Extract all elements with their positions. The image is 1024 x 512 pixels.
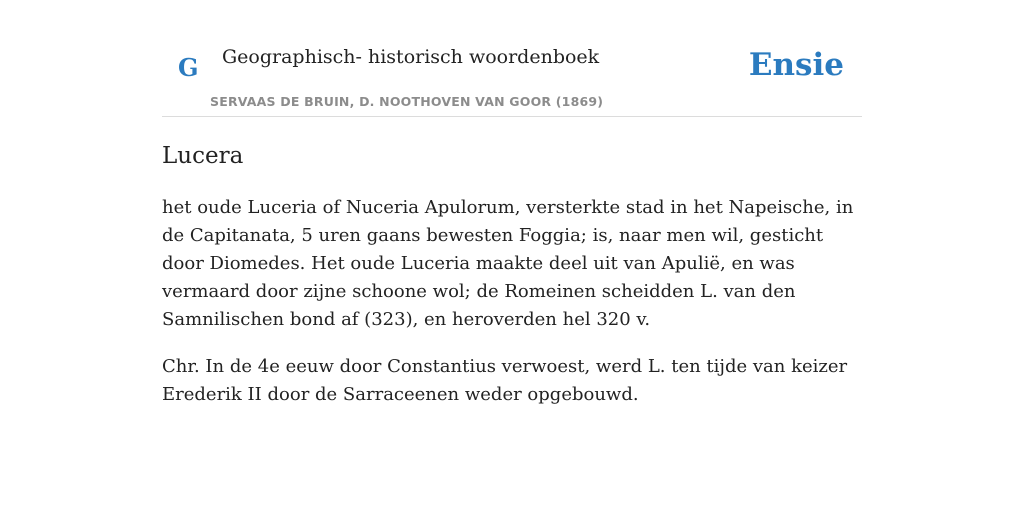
ensie-logo[interactable]: Ensie xyxy=(748,47,844,83)
entry-title: Lucera xyxy=(162,143,244,169)
book-title-link[interactable]: Geographisch- historisch woordenboek xyxy=(222,46,600,68)
book-letter-icon: G xyxy=(178,53,199,82)
entry-paragraph: Chr. In de 4e eeuw door Constantius verwoest, werd L. ten tijde van keizer Erederik II door de Sarraceenen weder opgebouwd. xyxy=(162,355,848,405)
page-container xyxy=(162,0,862,409)
book-header xyxy=(162,0,862,117)
entry-paragraph: het oude Luceria of Nuceria Apulorum, versterkte stad in het Napeische, in de Capitanata, 5 uren gaans bewesten Foggia; is, naar men wil, gesticht door Diomedes. Het oude Luceria maakte deel uit van Apulië, en was vermaard door zijne schoone wol; de Romeinen scheidden L. van den Samnilischen bond af (323), en heroverden hel 320 v. xyxy=(162,196,854,330)
book-authors: SERVAAS DE BRUIN, D. NOOTHOVEN VAN GOOR (1869) xyxy=(210,94,604,109)
